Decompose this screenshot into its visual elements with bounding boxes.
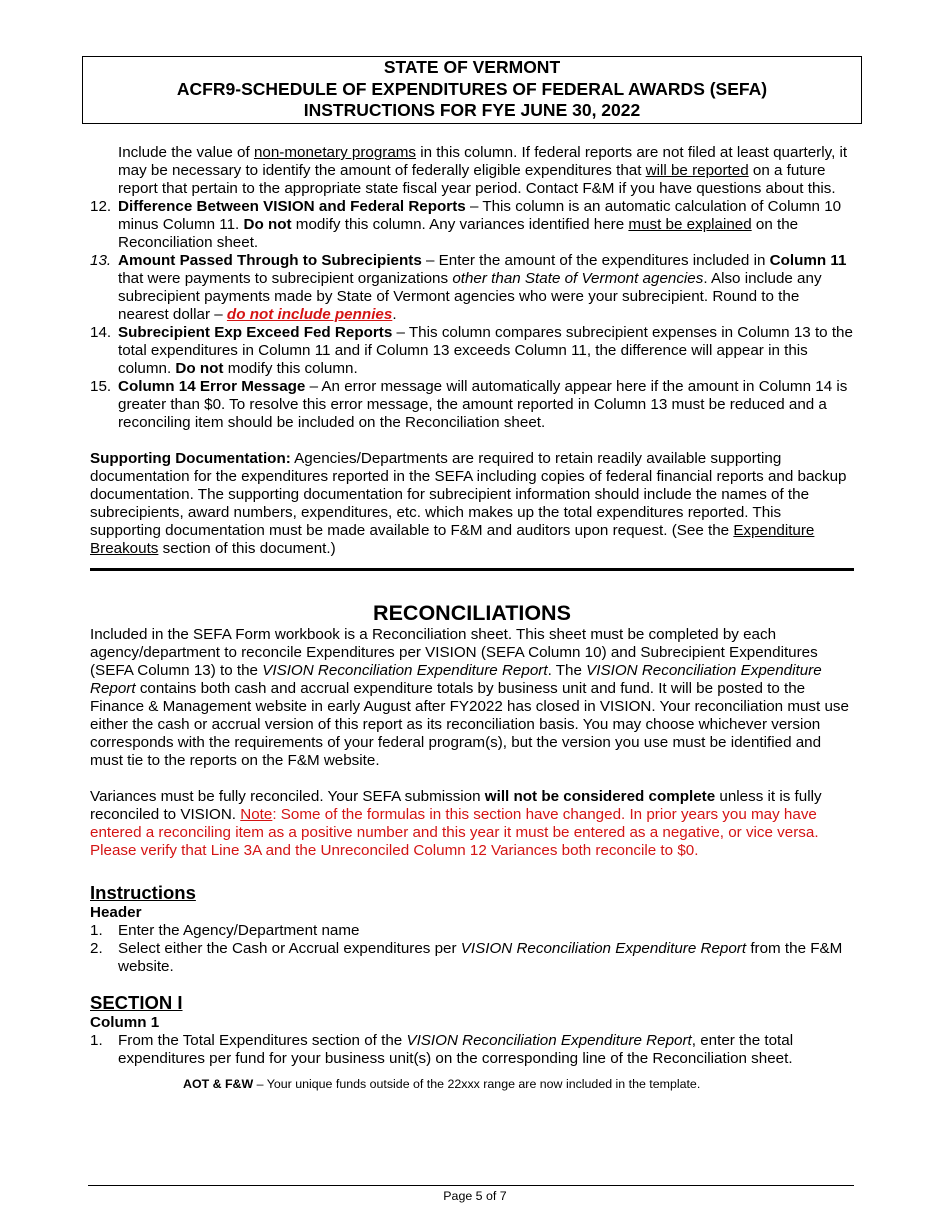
bold-text: Supporting Documentation: — [90, 450, 291, 467]
text: From the Total Expenditures section of the — [118, 1032, 407, 1049]
text: – Enter the amount of the expenditures included in — [421, 252, 770, 269]
text: from the F&M website. — [118, 940, 843, 975]
section-one-heading: SECTION I — [90, 992, 183, 1013]
italic-text: VISION Reconciliation Expenditure Report — [460, 940, 747, 957]
instruction-item-2 — [90, 940, 854, 976]
text: Agencies/Departments are required to retain readily available supporting documentation for the expenditures reported in the SEFA including copies of federal financial reports and backup documentation. The supporting documentation for subrecipient information should include the names of the subrecipients, award numbers, expenditures, etc. which makes up the total expenditures reported. This supporting documentation must be made available to F&M and auditors upon request. (See the — [90, 450, 847, 539]
note-text: : Some of the formulas in this section have changed. In prior years you may have entered a reconciling item as a positive number and this year it must be entered as a negative, or vice versa. Please verify that Line 3A and the Unreconciled Column 12 Variances both reconcile to $0. — [90, 806, 819, 859]
header-line-title: ACFR9-SCHEDULE OF EXPENDITURES OF FEDERAL AWARDS (SEFA) — [176, 78, 768, 99]
underlined-text: must be explained — [628, 216, 752, 233]
italic-text: VISION Reconciliation Expenditure Report — [90, 662, 822, 697]
instructions-heading: Instructions — [90, 882, 196, 903]
reconciliations-heading: RECONCILIATIONS — [373, 601, 571, 625]
item-text: Enter the Agency/Department name — [118, 922, 360, 939]
page-number: Page 5 of 7 — [443, 1189, 507, 1203]
variances-paragraph — [90, 788, 854, 860]
text: in this column. If federal reports are not filed at least quarterly, it may be necessary to identify the amount of federally eligible expenditures that — [118, 144, 848, 179]
underlined-text: non-monetary programs — [253, 144, 417, 161]
header-line-fye: INSTRUCTIONS FOR FYE JUNE 30, 2022 — [303, 100, 641, 120]
bold-text: AOT & F&W — [183, 1077, 254, 1091]
header-subheading: Header — [90, 904, 142, 921]
text: . Also include any subrecipient payments made by State of Vermont agencies who were your subrecipient. Round to the nearest dollar – — [118, 270, 822, 323]
aot-fw-note — [90, 1076, 854, 1092]
text: on a future report that pertain to the appropriate state fiscal year period. Contact F&M if you have questions about this. — [118, 162, 836, 197]
text: modify this column. Any variances identified here — [291, 216, 629, 233]
text: section of this document.) — [158, 540, 336, 557]
bold-text: Do not — [175, 360, 224, 377]
item-number: 1. — [90, 1032, 103, 1049]
list-item-15 — [90, 378, 854, 432]
text: Select either the Cash or Accrual expenditures per — [118, 940, 461, 957]
header-line-state: STATE OF VERMONT — [383, 57, 561, 77]
text: modify this column. — [223, 360, 358, 377]
text: – This column is an automatic calculation of Column 10 minus Column 11. — [118, 198, 842, 233]
section-reference: Expenditure Breakouts — [90, 522, 815, 557]
text: – Your unique funds outside of the 22xxx range are now included in the template. — [253, 1077, 701, 1091]
text: . — [392, 306, 397, 323]
item-number: 13. — [90, 252, 112, 269]
bold-text: will not be considered complete — [484, 788, 716, 805]
list-item-14 — [90, 324, 854, 378]
supporting-documentation-paragraph — [90, 450, 854, 558]
italic-text: VISION Reconciliation Expenditure Report — [262, 662, 548, 679]
text: – An error message will automatically appear here if the amount in Column 14 is greater than $0. To resolve this error message, the amount reported in Column 13 must be reduced and a reconciling item should be included on the Reconciliation sheet. — [118, 378, 848, 431]
list-item-13 — [90, 252, 854, 324]
item-number: 2. — [90, 940, 103, 957]
text: contains both cash and accrual expenditure totals by business unit and fund. It will be posted to the Finance & Management website in early August after FY2022 has closed in VISION. Your reconciliation must use either the cash or accrual version of this report as its reconciliation basis. You may choose whichever version corresponds with the requirements of your federal program(s), but the version you use must be identified and must tie to the reports on the F&M website. — [90, 680, 849, 769]
footer-divider — [88, 1185, 854, 1186]
item-number: 1. — [90, 922, 103, 939]
note-label: Note — [240, 806, 273, 823]
warning-text: do not include pennies — [226, 306, 393, 323]
italic-text: VISION Reconciliation Expenditure Report — [406, 1032, 692, 1049]
text: that were payments to subrecipient organizations — [118, 270, 453, 287]
text: Variances must be fully reconciled. Your SEFA submission — [90, 788, 485, 805]
italic-text: other than State of Vermont agencies — [452, 270, 704, 287]
reconciliations-intro-paragraph — [90, 626, 854, 770]
text: . The — [547, 662, 587, 679]
continued-paragraph — [90, 144, 854, 198]
text: Included in the SEFA Form workbook is a Reconciliation sheet. This sheet must be completed by each agency/department to reconcile Expenditures per VISION (SEFA Column 10) and Subrecipient Expenditures (SEFA Column 13) to the — [90, 626, 818, 679]
item-number: 12. — [90, 198, 112, 215]
item-title: Difference Between VISION and Federal Reports — [118, 198, 466, 215]
document-header — [82, 56, 862, 124]
text: unless it is fully reconciled to VISION. — [90, 788, 822, 823]
column-one-subheading: Column 1 — [90, 1014, 160, 1031]
underlined-text: will be reported — [645, 162, 749, 179]
item-title: Subrecipient Exp Exceed Fed Reports — [118, 324, 393, 341]
item-number: 14. — [90, 324, 112, 341]
item-title: Column 14 Error Message — [118, 378, 306, 395]
instruction-item-1 — [90, 922, 854, 940]
document-body — [90, 144, 854, 1092]
item-number: 15. — [90, 378, 112, 395]
text: on the Reconciliation sheet. — [118, 216, 799, 251]
section-one-item-1 — [90, 1032, 854, 1068]
text: , enter the total expenditures per fund for your business unit(s) on the corresponding line of the Reconciliation sheet. — [118, 1032, 794, 1067]
bold-text: Column 11 — [769, 252, 847, 269]
item-title: Amount Passed Through to Subrecipients — [118, 252, 422, 269]
text: – This column compares subrecipient expenses in Column 13 to the total expenditures in Column 11 and if Column 13 exceeds Column 11, the difference will appear in this column. — [118, 324, 853, 377]
list-item-12 — [90, 198, 854, 252]
text: Include the value of — [118, 144, 254, 161]
section-divider — [90, 568, 854, 571]
bold-text: Do not — [243, 216, 292, 233]
